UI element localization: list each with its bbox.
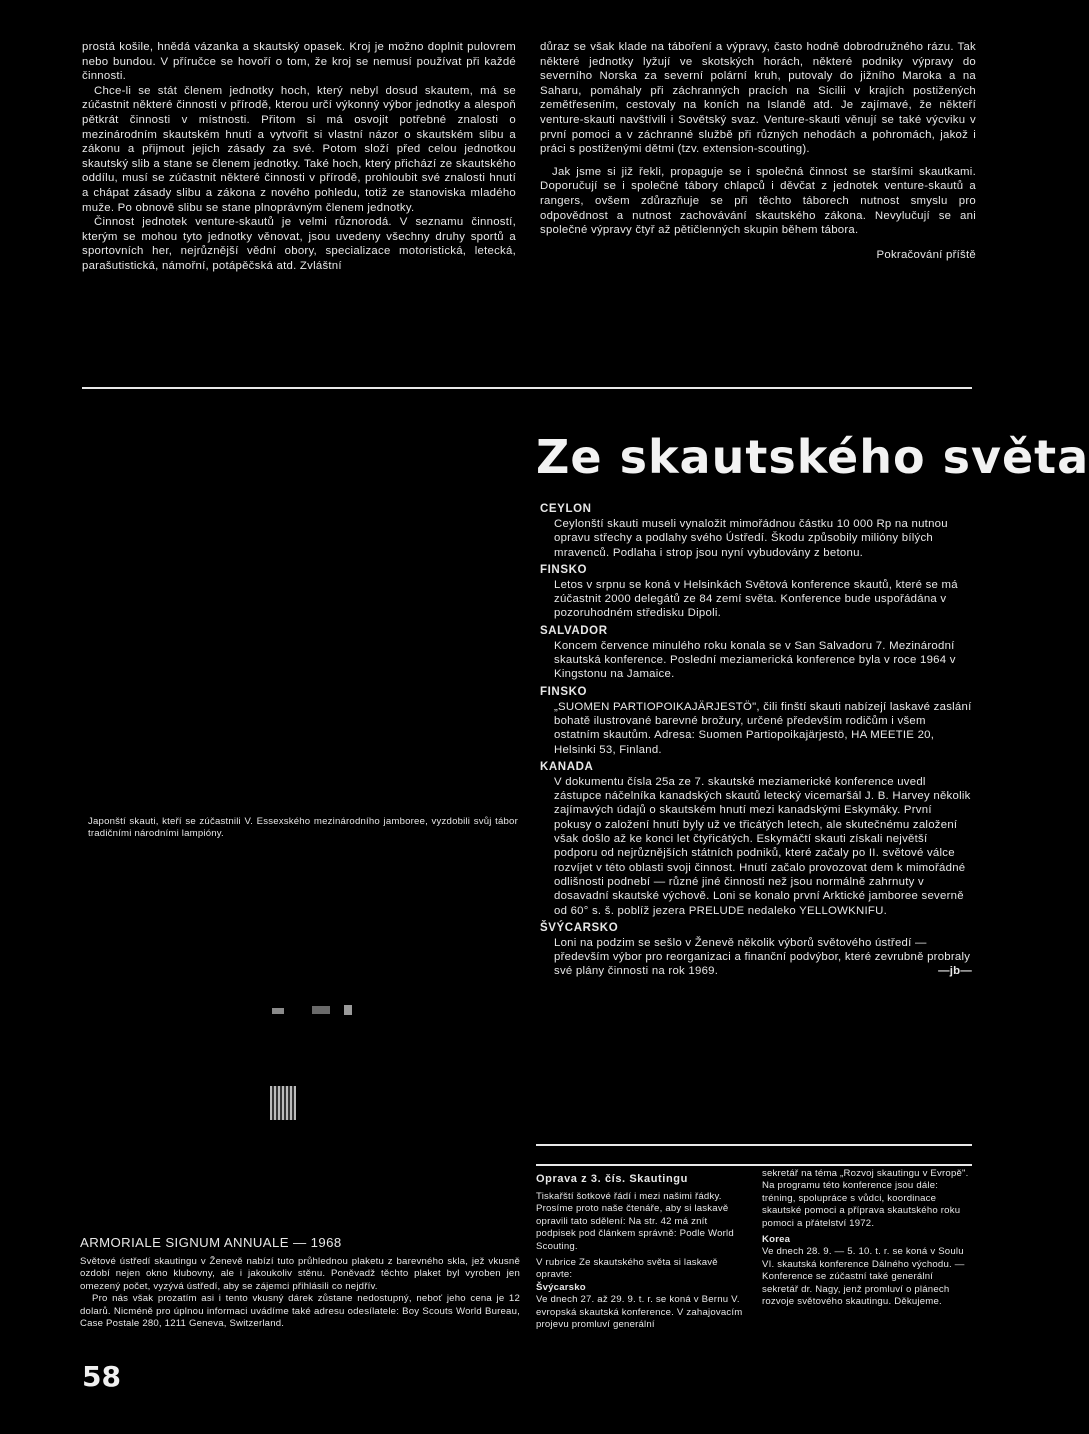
- news-text: Koncem července minulého roku konala se v San Salvadoru 7. Mezinárodní skautská konference. Poslední meziamerická konference byla v roce 1964 v Kingstonu na Jamaice.: [554, 639, 956, 681]
- photo-lantern-highlight: [272, 1008, 284, 1014]
- oprava-subheading: Korea: [762, 1234, 791, 1246]
- news-heading: CEYLON: [540, 503, 592, 515]
- oprava-top-rule: [536, 1164, 972, 1166]
- continuation-note: Pokračování příště: [876, 248, 976, 261]
- oprava-text: V rubrice Ze skautského světa si laskavě opravte:: [536, 1257, 718, 1281]
- photo-lantern-highlight: [270, 1086, 296, 1120]
- armoriale-text: Světové ústředí skautingu v Ženevě nabízí tuto průhlednou plaketu z barevného skla, jež vkusně ozdobí nejen okno klubovny, ale i jakoukoliv stěnu. Poněvadž těchto plaket byl vyroben jen omezený počet, vyzývá ústředí, aby se zájemci přihlásili co nejdřív.: [80, 1256, 520, 1292]
- section-divider: [82, 387, 972, 389]
- photo-lantern-highlight: [312, 1006, 330, 1014]
- oprava-text: Tiskařští šotkové řádí i mezi našimi řádky. Prosíme proto naše čtenáře, aby si laskavě opravili tato sdělení: Na str. 42 má znít podpisek pod článkem správně: Podle World Scouting.: [536, 1191, 734, 1252]
- news-text: „SUOMEN PARTIOPOIKAJÄRJESTÖ", čili finští skauti nabízejí laskavé zaslání bohatě ilustrované barevné brožury, určené především rodičům i všem ostatním skautům. Adresa: Suomen Partiopoikajärjestö, HA MEETIE 20, Helsinki 53, Finland.: [554, 700, 972, 756]
- news-heading: ŠVÝCARSKO: [540, 921, 619, 934]
- article-paragraph: důraz se však klade na táboření a výpravy, často hodně dobrodružného rázu. Tak některé jednotky lyžují ve skotských horách, některé podniky výpravy do severního Norska za severní polární kruh, putovaly do jižního Maroka a na Saharu, pomáhaly při záchranných pracích na Sicilii v krajích postižených zemětřesením, cestovaly na koních na Islandě atd. Je zajímavé, že někteří venture-skauti navštívili i Sovětský svaz. Venture-skauti věnují se také výcviku v první pomoci a v záchranné službě při různých nehodách a pohromách, jakož i práci s postiženými dětmi (tzv. extension-scouting).: [540, 41, 976, 156]
- oprava-title: Oprava z 3. čís. Skautingu: [536, 1173, 688, 1185]
- section-title: Ze skautského světa: [536, 430, 1089, 484]
- news-heading: FINSKO: [540, 563, 588, 576]
- oprava-text: Ve dnech 28. 9. — 5. 10. t. r. se koná v Soulu VI. skautská konference Dálného východu. — Konference se zúčastní také generální sekretář dr. Nagy, jenž promluví o plánech rozvoje světového skautingu. Děkujeme.: [762, 1246, 965, 1308]
- armoriale-title: ARMORIALE SIGNUM ANNUALE — 1968: [80, 1235, 342, 1250]
- article-left-column: [82, 40, 516, 274]
- article-paragraph: prostá košile, hnědá vázanka a skautský opasek. Kroj je možno doplnit pulovrem nebo bundou. V příručce se hovoří o tom, že kroj se nemusí používat při každé činnosti.: [82, 41, 516, 83]
- caption-text: Japonští skauti, kteří se zúčastnili V. Essexského mezinárodního jamboree, vyzdobili svůj tábor tradičními národními lampióny.: [88, 816, 518, 840]
- oprava-col1: [536, 1172, 746, 1331]
- news-text: Letos v srpnu se koná v Helsinkách Světová konference skautů, které se má zúčastnit 2000 delegátů ze 84 zemí světa. Konference bude uspořádána v pozoruhodném středisku Dipoli.: [554, 578, 958, 620]
- photo-lantern-highlight: [344, 1005, 352, 1015]
- news-heading: FINSKO: [540, 685, 588, 698]
- news-text: V dokumentu čísla 25a ze 7. skautské meziamerické konference uvedl zástupce náčelníka kanadských skautů letecký vicemaršál J. B. Harvey několik zajímavých údajů o skautském hnutí mezi kanadskými Eskymáky. První pokusy o založení hnutí byly už ve třicátých letech, ale skutečnému založení však došlo až ke konci let čtyřicátých. Eskymáčtí skauti získali největší podporu od nejrůznějších státních podniků, které začaly po II. světové válce rozvíjet v této oblasti svoji činnost. Hnutí začalo provozovat dem k mimořádné odlišnosti podnebí — různé jiné činnosti než jsou normálně zahrnuty v dosavadní skautské výchově. Loni se konalo první Arktické jamboree severně od 60° s. š. poblíž jezera PRELUDE nedaleko YELLOWKNIFU.: [554, 775, 971, 917]
- news-end-rule: [536, 1144, 972, 1146]
- oprava-text: sekretář na téma „Rozvoj skautingu v Evropě". Na programu této konference jsou dále: tréning, spolupráce s vůdci, koordinace skautské pomoci a příprava skautského roku pomoci a přátelství 1972.: [762, 1168, 969, 1229]
- news-heading: KANADA: [540, 760, 594, 773]
- news-text: Loni na podzim se sešlo v Ženevě několik výborů světového ústředí — především výbor pro reorganizaci a finanční podvýbor, které zevrubně probraly své plány činnosti na rok 1969.: [554, 936, 971, 978]
- armoriale-text-2: Pro nás však prozatím asi i tento vkusný dárek zůstane nedostupný, neboť jeho cena je 12 dolarů. Nicméně pro úplnou informaci uvádíme také adresu odesílatele: Boy Scouts World Bureau, Case Postale 280, 1211 Geneva, Switzerland.: [80, 1293, 520, 1330]
- article-paragraph: Jak jsme si již řekli, propaguje se i společná činnost se staršími skautkami. Doporučují se i společné tábory chlapců i děvčat z jednotek venture-skautů a rangers, ovšem zdůrazňuje se při těchto táborech nutnost smyslu pro odpovědnost a nutnost zachovávání skautského zákona. Nevylučují se ani společné výpravy čtyř až pětičlenných skupin během tábora.: [540, 165, 976, 237]
- article-right-column: [540, 40, 976, 262]
- armoriale-box: [80, 1235, 520, 1330]
- article-paragraph: Chce-li se stát členem jednotky hoch, který nebyl dosud skautem, má se zúčastnit některé činnosti v přírodě, kterou určí výkonný výbor jednotky a alespoň pětkrát činnosti v místnosti. Přitom si má osvojit potřebné znalosti o mezinárodním skautském hnutí a vytvořit si vlastní názor o skautském slibu a zákonu a přijmout jejich zásady za své. Potom složí před celou jednotkou skautský slib a stane se členem jednotky. Také hoch, který přichází ze skautského oddílu, musí se zúčastnit některé činnosti v přírodě, prohloubit své znalosti hnutí a chápat zásady slibu a zákona z nového pohledu, totiž ze stanoviska mladého muže. Po obnově slibu se stane plnoprávným členem jednotky.: [82, 84, 516, 214]
- news-column: [540, 502, 972, 981]
- article-paragraph: Činnost jednotek venture-skautů je velmi různorodá. V seznamu činností, kterým se mohou tyto jednotky věnovat, jsou uvedeny všechny druhy sportů a sportovních her, nejrůznější vědní obory, specializace motoristická, letecká, parašutistická, námořní, potápěčská atd. Zvláštní: [82, 216, 516, 272]
- photo-caption: [88, 816, 518, 841]
- news-heading: SALVADOR: [540, 624, 608, 637]
- page-number: 58: [82, 1360, 121, 1393]
- signature: —jb—: [938, 964, 972, 977]
- oprava-subheading: Švýcarsko: [536, 1281, 586, 1293]
- news-text: Ceylonští skauti museli vynaložit mimořádnou částku 10 000 Rp na nutnou opravu střechy a podlahy svého Ústředí. Škodu způsobily milióny bílých mravenců. Podlaha i strop jsou nyní vybudovány z betonu.: [554, 518, 948, 559]
- oprava-col2: [762, 1168, 972, 1308]
- oprava-text: Ve dnech 27. až 29. 9. t. r. se koná v Bernu V. evropská skautská konference. V zahajovacím projevu promluví generální: [536, 1294, 743, 1331]
